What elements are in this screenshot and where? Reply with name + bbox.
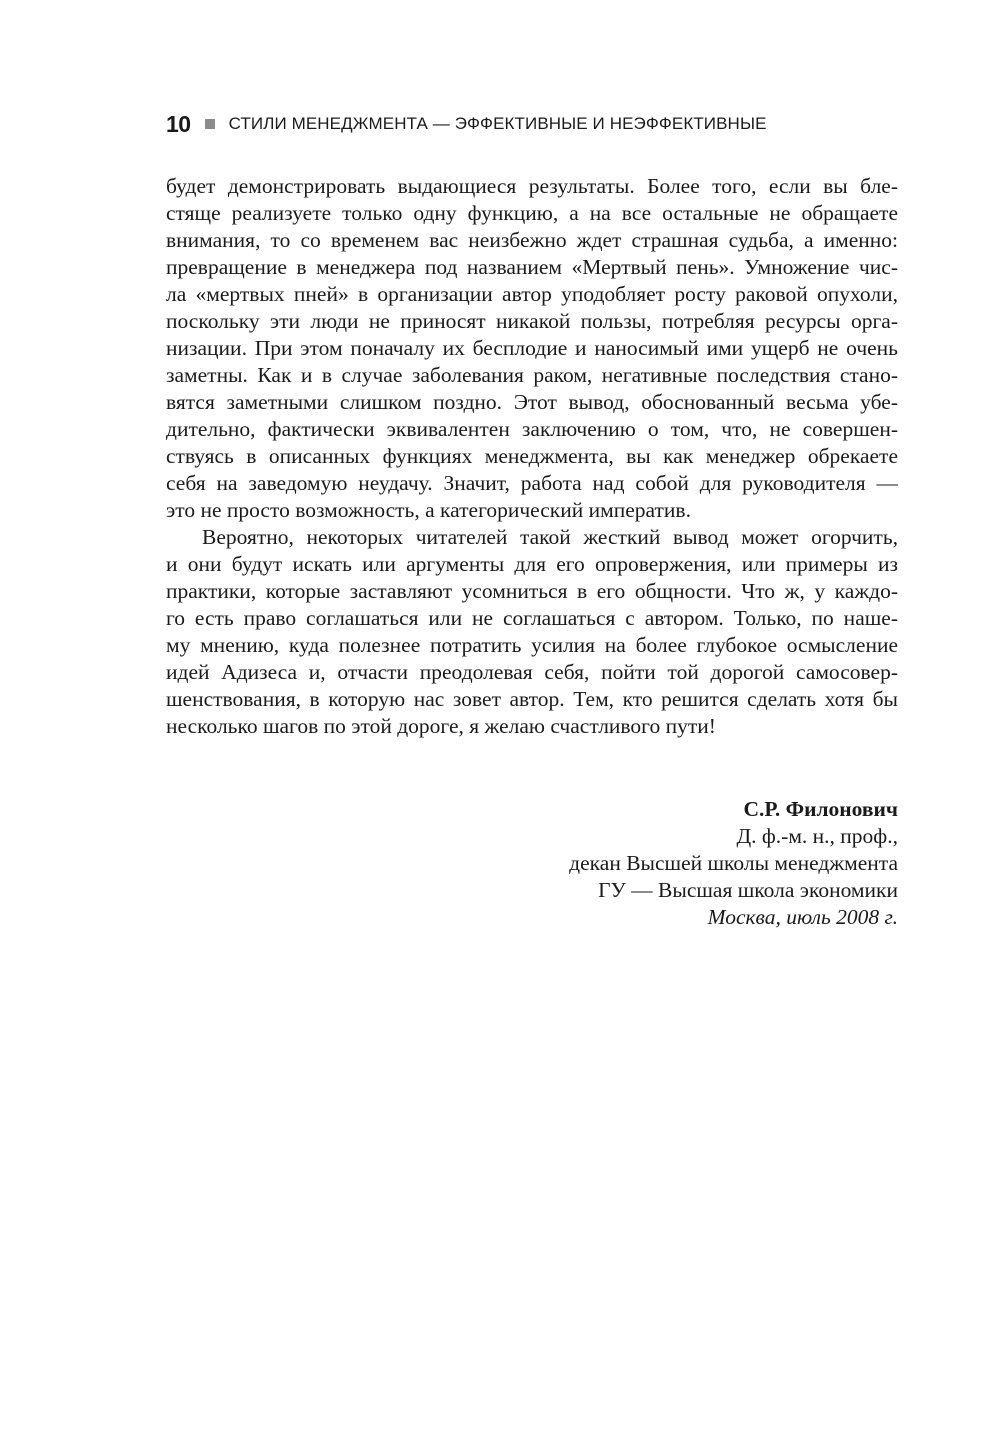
text-line: поскольку эти люди не приносят никакой пользы, потребляя ресурсы орга- (166, 309, 898, 333)
place-date: Москва, июль 2008 г. (707, 905, 898, 929)
text-line: внимания, то со временем вас неизбежно ждет страшная судьба, а именно: (166, 228, 898, 252)
text-line: низации. При этом поначалу их бесплодие и наносимый ими ущерб не очень (166, 336, 898, 360)
text-line: ла «мертвых пней» в организации автор уподобляет росту раковой опухоли, (166, 282, 898, 306)
text-line: превращение в менеджера под названием «Мертвый пень». Умножение чис- (166, 255, 898, 279)
page-number: 10 (166, 110, 191, 137)
author-name: С.Р. Филонович (743, 797, 898, 821)
author-institution: ГУ — Высшая школа экономики (598, 878, 898, 902)
text-line: себя на заведомую неудачу. Значит, работа над собой для руководителя — (166, 471, 898, 495)
paragraph (166, 173, 898, 524)
text-line: шенствования, в которую нас зовет автор. Тем, кто решится сделать хотя бы (166, 687, 898, 711)
text-line: Вероятно, некоторых читателей такой жесткий вывод может огорчить, (202, 525, 898, 549)
text-line: заметны. Как и в случае заболевания раком, негативные последствия стано- (166, 363, 898, 387)
text-line: будет демонстрировать выдающиеся результаты. Более того, если вы бле- (166, 174, 898, 198)
text-line: практики, которые заставляют усомниться в его общности. Что ж, у каждо- (166, 579, 898, 603)
text-line: стяще реализуете только одну функцию, а на все остальные не обращаете (166, 201, 898, 225)
body-text (166, 173, 898, 740)
text-line: и они будут искать или аргументы для его опровержения, или примеры из (166, 552, 898, 576)
text-line: му мнению, куда полезнее потратить усилия на более глубокое осмысление (166, 633, 898, 657)
text-line: дительно, фактически эквивалентен заключению о том, что, не совершен- (166, 417, 898, 441)
author-degree: Д. ф.-м. н., проф., (736, 824, 898, 848)
square-icon (205, 119, 215, 129)
signature-block (569, 796, 898, 931)
running-header (166, 108, 767, 140)
author-position: декан Высшей школы менеджмента (569, 851, 898, 875)
paragraph (166, 524, 898, 740)
text-line: ствуясь в описанных функциях менеджмента, вы как менеджер обрекаете (166, 444, 898, 468)
text-line: го есть право соглашаться или не соглашаться с автором. Только, по наше- (166, 606, 898, 630)
text-line: идей Адизеса и, отчасти преодолевая себя, пойти той дорогой самосовер- (166, 660, 898, 684)
text-line: это не просто возможность, а категорический императив. (166, 498, 691, 522)
text-line: вятся заметными слишком поздно. Этот вывод, обоснованный весьма убе- (166, 390, 898, 414)
running-title: СТИЛИ МЕНЕДЖМЕНТА — ЭФФЕКТИВНЫЕ И НЕЭФФЕКТИВНЫЕ (228, 114, 767, 133)
text-line: несколько шагов по этой дороге, я желаю счастливого пути! (166, 714, 716, 738)
